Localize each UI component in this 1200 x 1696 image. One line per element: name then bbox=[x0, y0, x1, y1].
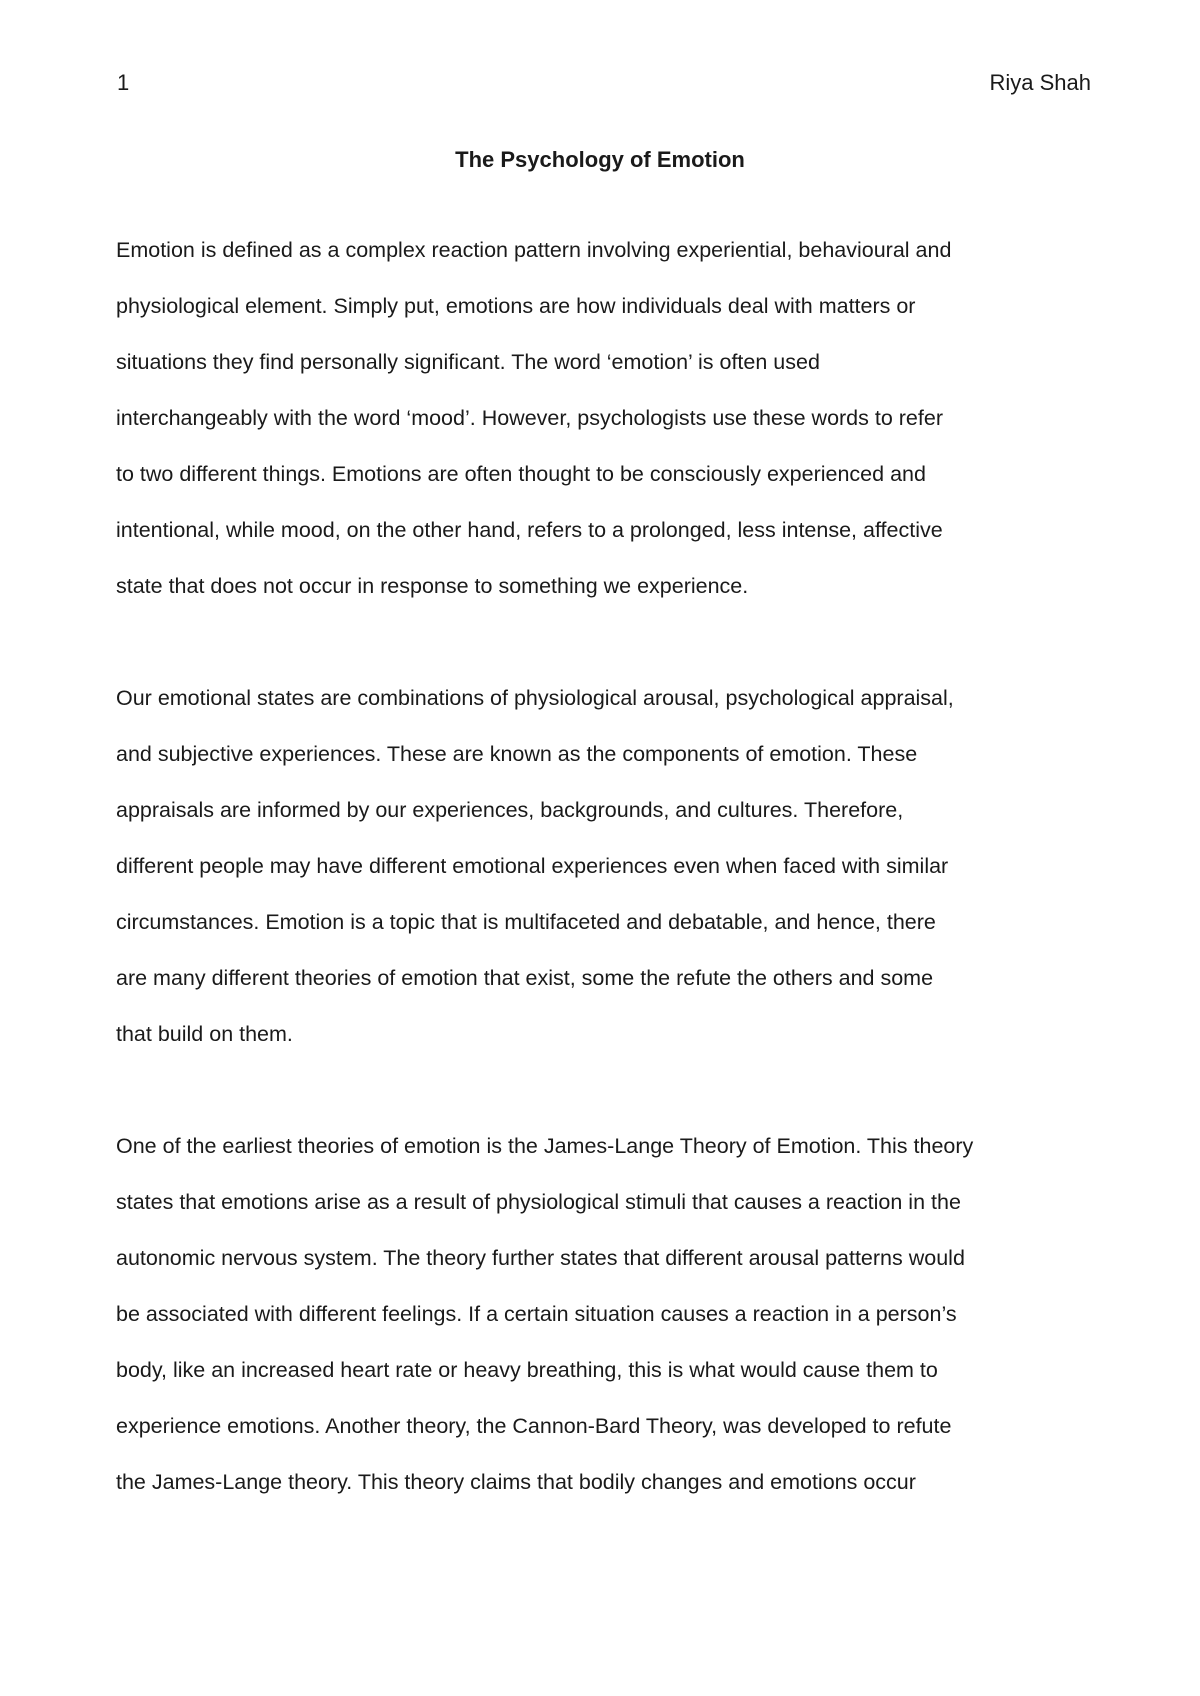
page-number: 1 bbox=[117, 70, 130, 95]
text-line: situations they find personally significant. The word ‘emotion’ is often used bbox=[116, 350, 820, 374]
text-line: One of the earliest theories of emotion is the James-Lange Theory of Emotion. This theory bbox=[116, 1134, 974, 1158]
text-line: autonomic nervous system. The theory further states that different arousal patterns would bbox=[116, 1246, 965, 1270]
document-body bbox=[116, 232, 1106, 1576]
document-title: The Psychology of Emotion bbox=[455, 147, 745, 172]
text-line: states that emotions arise as a result of physiological stimuli that causes a reaction in the bbox=[116, 1190, 961, 1214]
text-line: body, like an increased heart rate or heavy breathing, this is what would cause them to bbox=[116, 1358, 938, 1382]
text-line: be associated with different feelings. If a certain situation causes a reaction in a person’s bbox=[116, 1302, 957, 1326]
text-line: intentional, while mood, on the other hand, refers to a prolonged, less intense, affective bbox=[116, 518, 943, 542]
body-paragraph bbox=[116, 232, 1106, 624]
body-paragraph bbox=[116, 1128, 1106, 1520]
text-line: appraisals are informed by our experiences, backgrounds, and cultures. Therefore, bbox=[116, 798, 904, 822]
text-line: experience emotions. Another theory, the Cannon-Bard Theory, was developed to refute bbox=[116, 1414, 952, 1438]
text-line: physiological element. Simply put, emotions are how individuals deal with matters or bbox=[116, 294, 916, 318]
text-line: state that does not occur in response to something we experience. bbox=[116, 574, 749, 598]
text-line: the James-Lange theory. This theory claims that bodily changes and emotions occur bbox=[116, 1470, 916, 1494]
text-line: circumstances. Emotion is a topic that is multifaceted and debatable, and hence, there bbox=[116, 910, 936, 934]
text-line: Our emotional states are combinations of physiological arousal, psychological appraisal, bbox=[116, 686, 954, 710]
text-line: different people may have different emotional experiences even when faced with similar bbox=[116, 854, 949, 878]
text-line: Emotion is defined as a complex reaction pattern involving experiential, behavioural and bbox=[116, 238, 952, 262]
body-paragraph bbox=[116, 680, 1106, 1072]
author-name: Riya Shah bbox=[989, 70, 1091, 95]
text-line: interchangeably with the word ‘mood’. However, psychologists use these words to refer bbox=[116, 406, 943, 430]
text-line: to two different things. Emotions are often thought to be consciously experienced and bbox=[116, 462, 926, 486]
page-header bbox=[117, 70, 1091, 100]
text-line: are many different theories of emotion that exist, some the refute the others and some bbox=[116, 966, 934, 990]
text-line: and subjective experiences. These are known as the components of emotion. These bbox=[116, 742, 918, 766]
text-line: that build on them. bbox=[116, 1022, 293, 1046]
